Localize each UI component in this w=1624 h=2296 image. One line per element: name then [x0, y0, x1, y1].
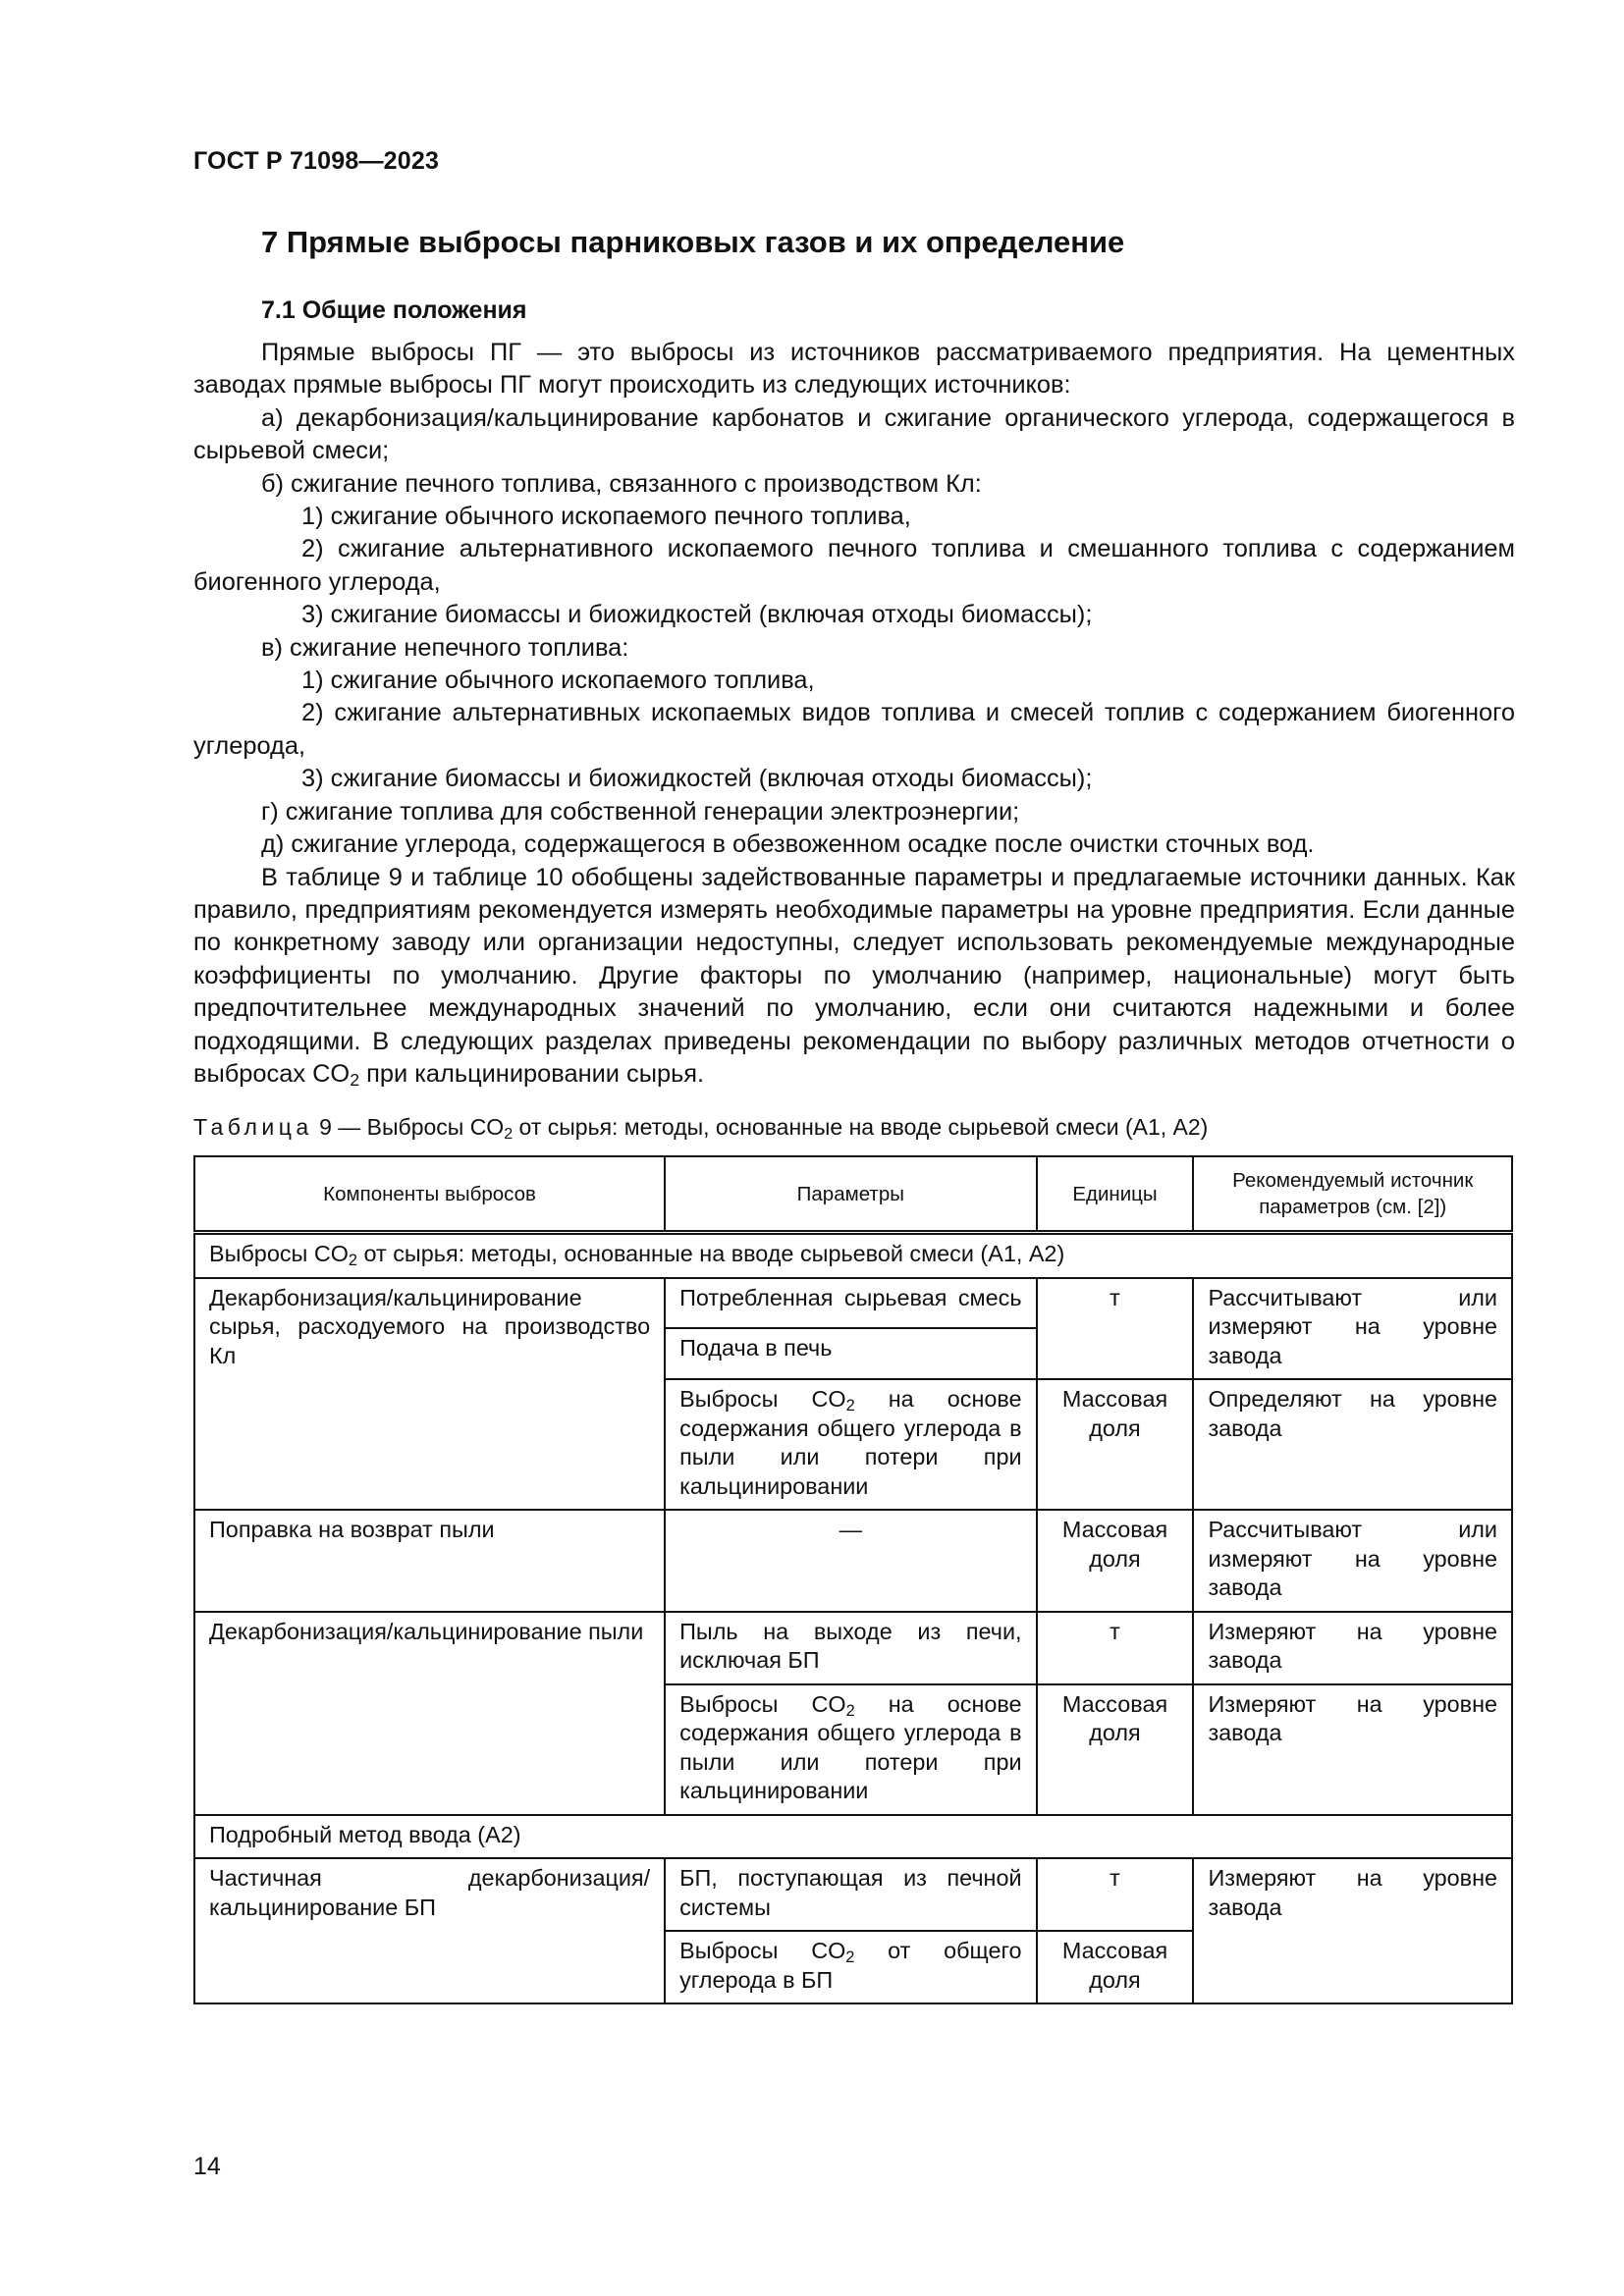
parameter-text: Выбросы CO	[679, 1386, 846, 1412]
parameter-text-end: на основе содержания общего углерода в пыли или потери при кальцинировании	[679, 1690, 1022, 1803]
subscript: 2	[348, 1252, 358, 1269]
document-code-header: ГОСТ Р 71098—2023	[193, 147, 440, 175]
parameter-cell	[665, 1931, 1036, 2003]
list-item-v3: 3) сжигание биомассы и биожидкостей (включая отходы биомассы);	[301, 765, 1093, 793]
parameter-cell: Пыль на выходе из печи, исключая БП	[665, 1612, 1036, 1684]
list-item-b3: 3) сжигание биомассы и биожидкостей (включая отходы биомассы);	[301, 601, 1093, 629]
body-text	[193, 337, 1515, 1091]
group-text: Выбросы CO	[209, 1241, 349, 1266]
parameter-cell	[665, 1684, 1036, 1815]
component-cell: Поправка на возврат пыли	[194, 1510, 665, 1612]
source-cell: Рассчитывают или измеряют на уровне завода	[1193, 1278, 1512, 1380]
unit-cell: Массовая доля	[1037, 1510, 1194, 1612]
unit-cell: т	[1037, 1858, 1194, 1931]
parameter-cell: Потребленная сырьевая смесь	[665, 1278, 1036, 1329]
subscript: 2	[504, 1125, 514, 1143]
table-row	[194, 1510, 1512, 1612]
source-cell: Измеряют на уровне завода	[1193, 1858, 1512, 2003]
list-item-v1: 1) сжигание обычного ископаемого топлива,	[301, 667, 815, 695]
table-caption-rest: от сырья: методы, основанные на вводе сырьевой смеси (А1, А2)	[513, 1114, 1209, 1140]
table-row	[194, 1612, 1512, 1684]
table-group-row	[194, 1815, 1512, 1859]
group-heading-raw-mix	[194, 1233, 1512, 1278]
list-item-b2: 2) сжигание альтернативного ископаемого печного топлива и смешанного топлива с содержанием биогенного углерода,	[193, 535, 1515, 596]
table-caption-label: Таблица	[193, 1114, 313, 1140]
subscript: 2	[845, 1701, 855, 1720]
table-header-row	[194, 1156, 1512, 1233]
list-item-v: в) сжигание непечного топлива:	[261, 633, 629, 662]
section-title: 7 Прямые выбросы парниковых газов и их определение	[261, 225, 1125, 259]
parameter-text: Выбросы CO	[679, 1938, 846, 1963]
paragraph-text-end: при кальцинировании сырья.	[359, 1059, 705, 1088]
source-cell: Измеряют на уровне завода	[1193, 1612, 1512, 1684]
header-parameters: Параметры	[665, 1156, 1036, 1233]
list-item-d: д) сжигание углерода, содержащегося в обезвоженном осадке после очистки сточных вод.	[261, 830, 1315, 859]
unit-cell: Массовая доля	[1037, 1684, 1194, 1815]
parameter-cell	[665, 1379, 1036, 1510]
table-caption-text: 9 — Выбросы CO	[312, 1114, 505, 1140]
unit-cell: Массовая доля	[1037, 1931, 1194, 2003]
paragraph-tables-summary	[193, 862, 1515, 1092]
subscript: 2	[845, 1949, 855, 1966]
parameter-cell: Подача в печь	[665, 1328, 1036, 1379]
page-number: 14	[193, 2153, 221, 2180]
table-9	[193, 1155, 1513, 2004]
subsection-title: 7.1 Общие положения	[261, 296, 527, 324]
subscript: 2	[845, 1397, 855, 1415]
list-item-a: а) декарбонизация/кальцинирование карбонатов и сжигание органического углерода, содержащегося в сырьевой смеси;	[193, 403, 1515, 465]
parameter-cell: —	[665, 1510, 1036, 1612]
parameter-text-end: на основе содержания общего углерода в пыли или потери при кальцинировании	[679, 1386, 1022, 1499]
header-source: Рекомендуемый источник параметров (см. [2])	[1193, 1156, 1512, 1233]
source-cell: Рассчитывают или измеряют на уровне завода	[1193, 1510, 1512, 1612]
list-item-g: г) сжигание топлива для собственной генерации электроэнергии;	[261, 797, 1020, 826]
header-units: Единицы	[1037, 1156, 1194, 1233]
list-item-b: б) сжигание печного топлива, связанного с производством Кл:	[261, 469, 982, 498]
list-item-b1: 1) сжигание обычного ископаемого печного топлива,	[301, 503, 911, 531]
component-cell: Декарбонизация/кальцинирование сырья, расходуемого на производство Кл	[194, 1278, 665, 1511]
table-row	[194, 1858, 1512, 1931]
subscript: 2	[350, 1069, 360, 1090]
table-caption	[193, 1114, 1208, 1141]
component-cell: Декарбонизация/кальцинирование пыли	[194, 1612, 665, 1815]
parameter-cell: БП, поступающая из печной системы	[665, 1858, 1036, 1931]
header-components: Компоненты выбросов	[194, 1156, 665, 1233]
table-group-row	[194, 1233, 1512, 1278]
parameter-text-end: от общего углерода в БП	[679, 1938, 1022, 1993]
group-heading-detailed-method: Подробный метод ввода (А2)	[194, 1815, 1512, 1859]
unit-cell: т	[1037, 1612, 1194, 1684]
group-text-end: от сырья: методы, основанные на вводе сырьевой смеси (А1, А2)	[357, 1241, 1065, 1266]
list-item-v2: 2) сжигание альтернативных ископаемых видов топлива и смесей топлив с содержанием биогенного углерода,	[193, 699, 1515, 760]
paragraph-intro: Прямые выбросы ПГ — это выбросы из источников рассматриваемого предприятия. На цементных заводах прямые выбросы ПГ могут происходить из следующих источников:	[193, 339, 1515, 400]
unit-cell: Массовая доля	[1037, 1379, 1194, 1510]
parameter-text: Выбросы CO	[679, 1690, 846, 1717]
unit-cell: т	[1037, 1278, 1194, 1380]
table-row	[194, 1278, 1512, 1329]
source-cell: Определяют на уровне завода	[1193, 1379, 1512, 1510]
component-cell: Частичная декарбонизация/кальцинирование БП	[194, 1858, 665, 2003]
paragraph-text: В таблице 9 и таблице 10 обобщены задействованные параметры и предлагаемые источники данных. Как правило, предприятиям рекомендуется измерять необходимые параметры на уровне предприятия. Если данные по конкретному заводу или организации недоступны, следует использовать рекомендуемые международные коэффициенты по умолчанию. Другие факторы по умолчанию (например, национальные) могут быть предпочтительнее международных значений по умолчанию, если они считаются надежными и более подходящими. В следующих разделах приведены рекомендации по выбору различных методов отчетности о выбросах CO	[193, 863, 1515, 1088]
source-cell: Измеряют на уровне завода	[1193, 1684, 1512, 1815]
